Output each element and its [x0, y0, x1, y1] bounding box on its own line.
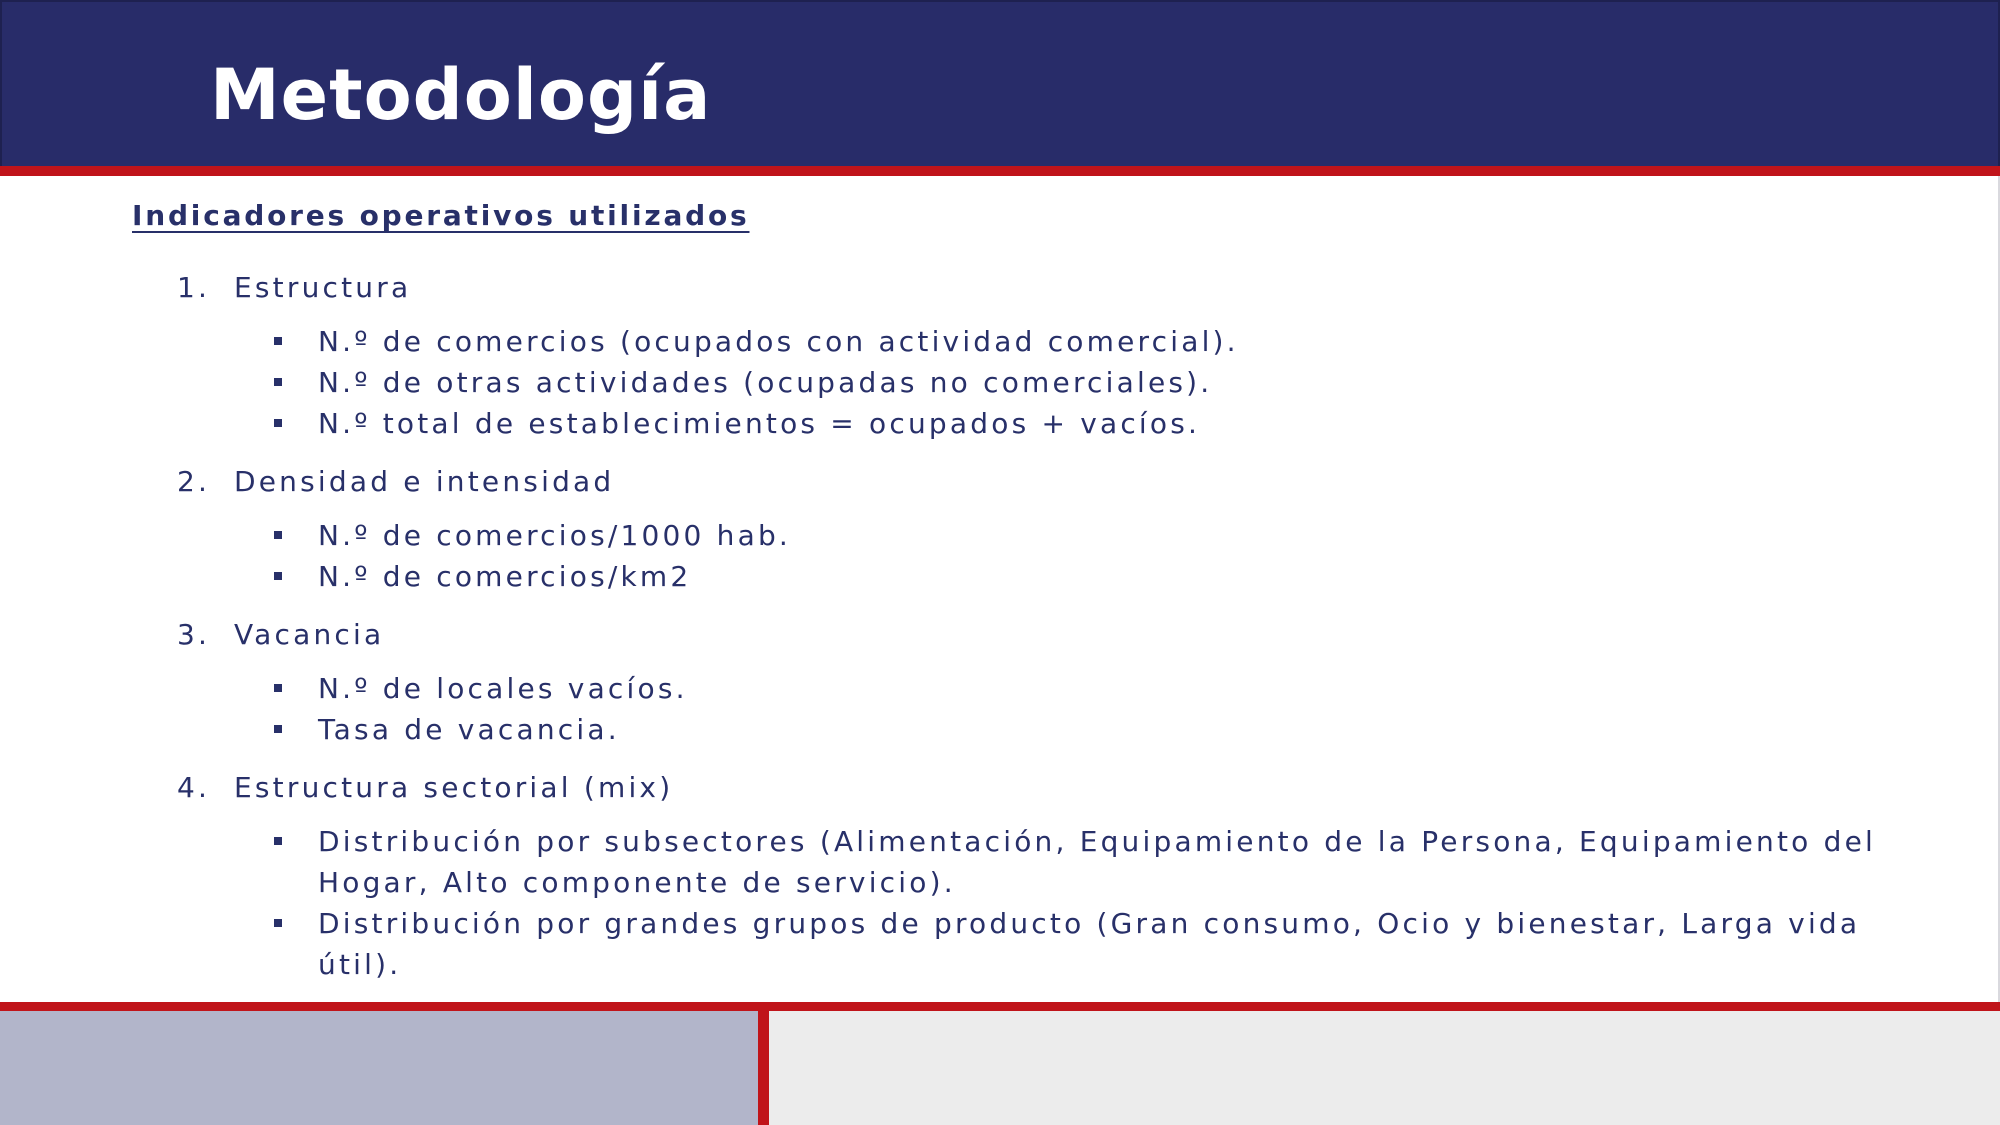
bullet-icon — [274, 684, 282, 692]
bullet-icon — [274, 837, 282, 845]
bullet-icon — [274, 531, 282, 539]
footer-divider — [758, 1011, 769, 1125]
section-3-item-2: Tasa de vacancia. — [318, 713, 620, 746]
section-1-item-1: N.º de comercios (ocupados con actividad comercial). — [318, 325, 1239, 358]
section-4-label: Estructura sectorial (mix) — [234, 771, 674, 804]
section-1-item-3: N.º total de establecimientos = ocupados + vacíos. — [318, 407, 1201, 440]
section-1-number: 1. — [177, 271, 211, 304]
section-3-number: 3. — [177, 618, 211, 651]
section-3-item-1: N.º de locales vacíos. — [318, 672, 688, 705]
section-4-item-2: Distribución por grandes grupos de producto (Gran consumo, Ocio y bienestar, Larga vida útil). — [318, 907, 1861, 981]
bullet-icon — [274, 725, 282, 733]
section-1-label: Estructura — [234, 271, 412, 304]
section-4-item-1: Distribución por subsectores (Alimentación, Equipamiento de la Persona, Equipamiento del Hogar, Alto componente de servicio). — [318, 825, 1876, 899]
section-4-number: 4. — [177, 771, 211, 804]
section-subtitle: Indicadores operativos utilizados — [132, 199, 750, 232]
section-2-label: Densidad e intensidad — [234, 465, 615, 498]
bullet-icon — [274, 419, 282, 427]
bullet-icon — [274, 919, 282, 927]
section-2-number: 2. — [177, 465, 211, 498]
footer-left-panel — [0, 1011, 758, 1125]
footer-right-panel — [769, 1011, 2000, 1125]
section-3-label: Vacancia — [234, 618, 385, 651]
bullet-icon — [274, 572, 282, 580]
bullet-icon — [274, 378, 282, 386]
section-2-item-1: N.º de comercios/1000 hab. — [318, 519, 792, 552]
section-1-item-2: N.º de otras actividades (ocupadas no comerciales). — [318, 366, 1213, 399]
section-2-item-2: N.º de comercios/km2 — [318, 560, 692, 593]
footer-accent-rule — [0, 1002, 2000, 1011]
page-title: Metodología — [210, 54, 712, 136]
bullet-icon — [274, 337, 282, 345]
